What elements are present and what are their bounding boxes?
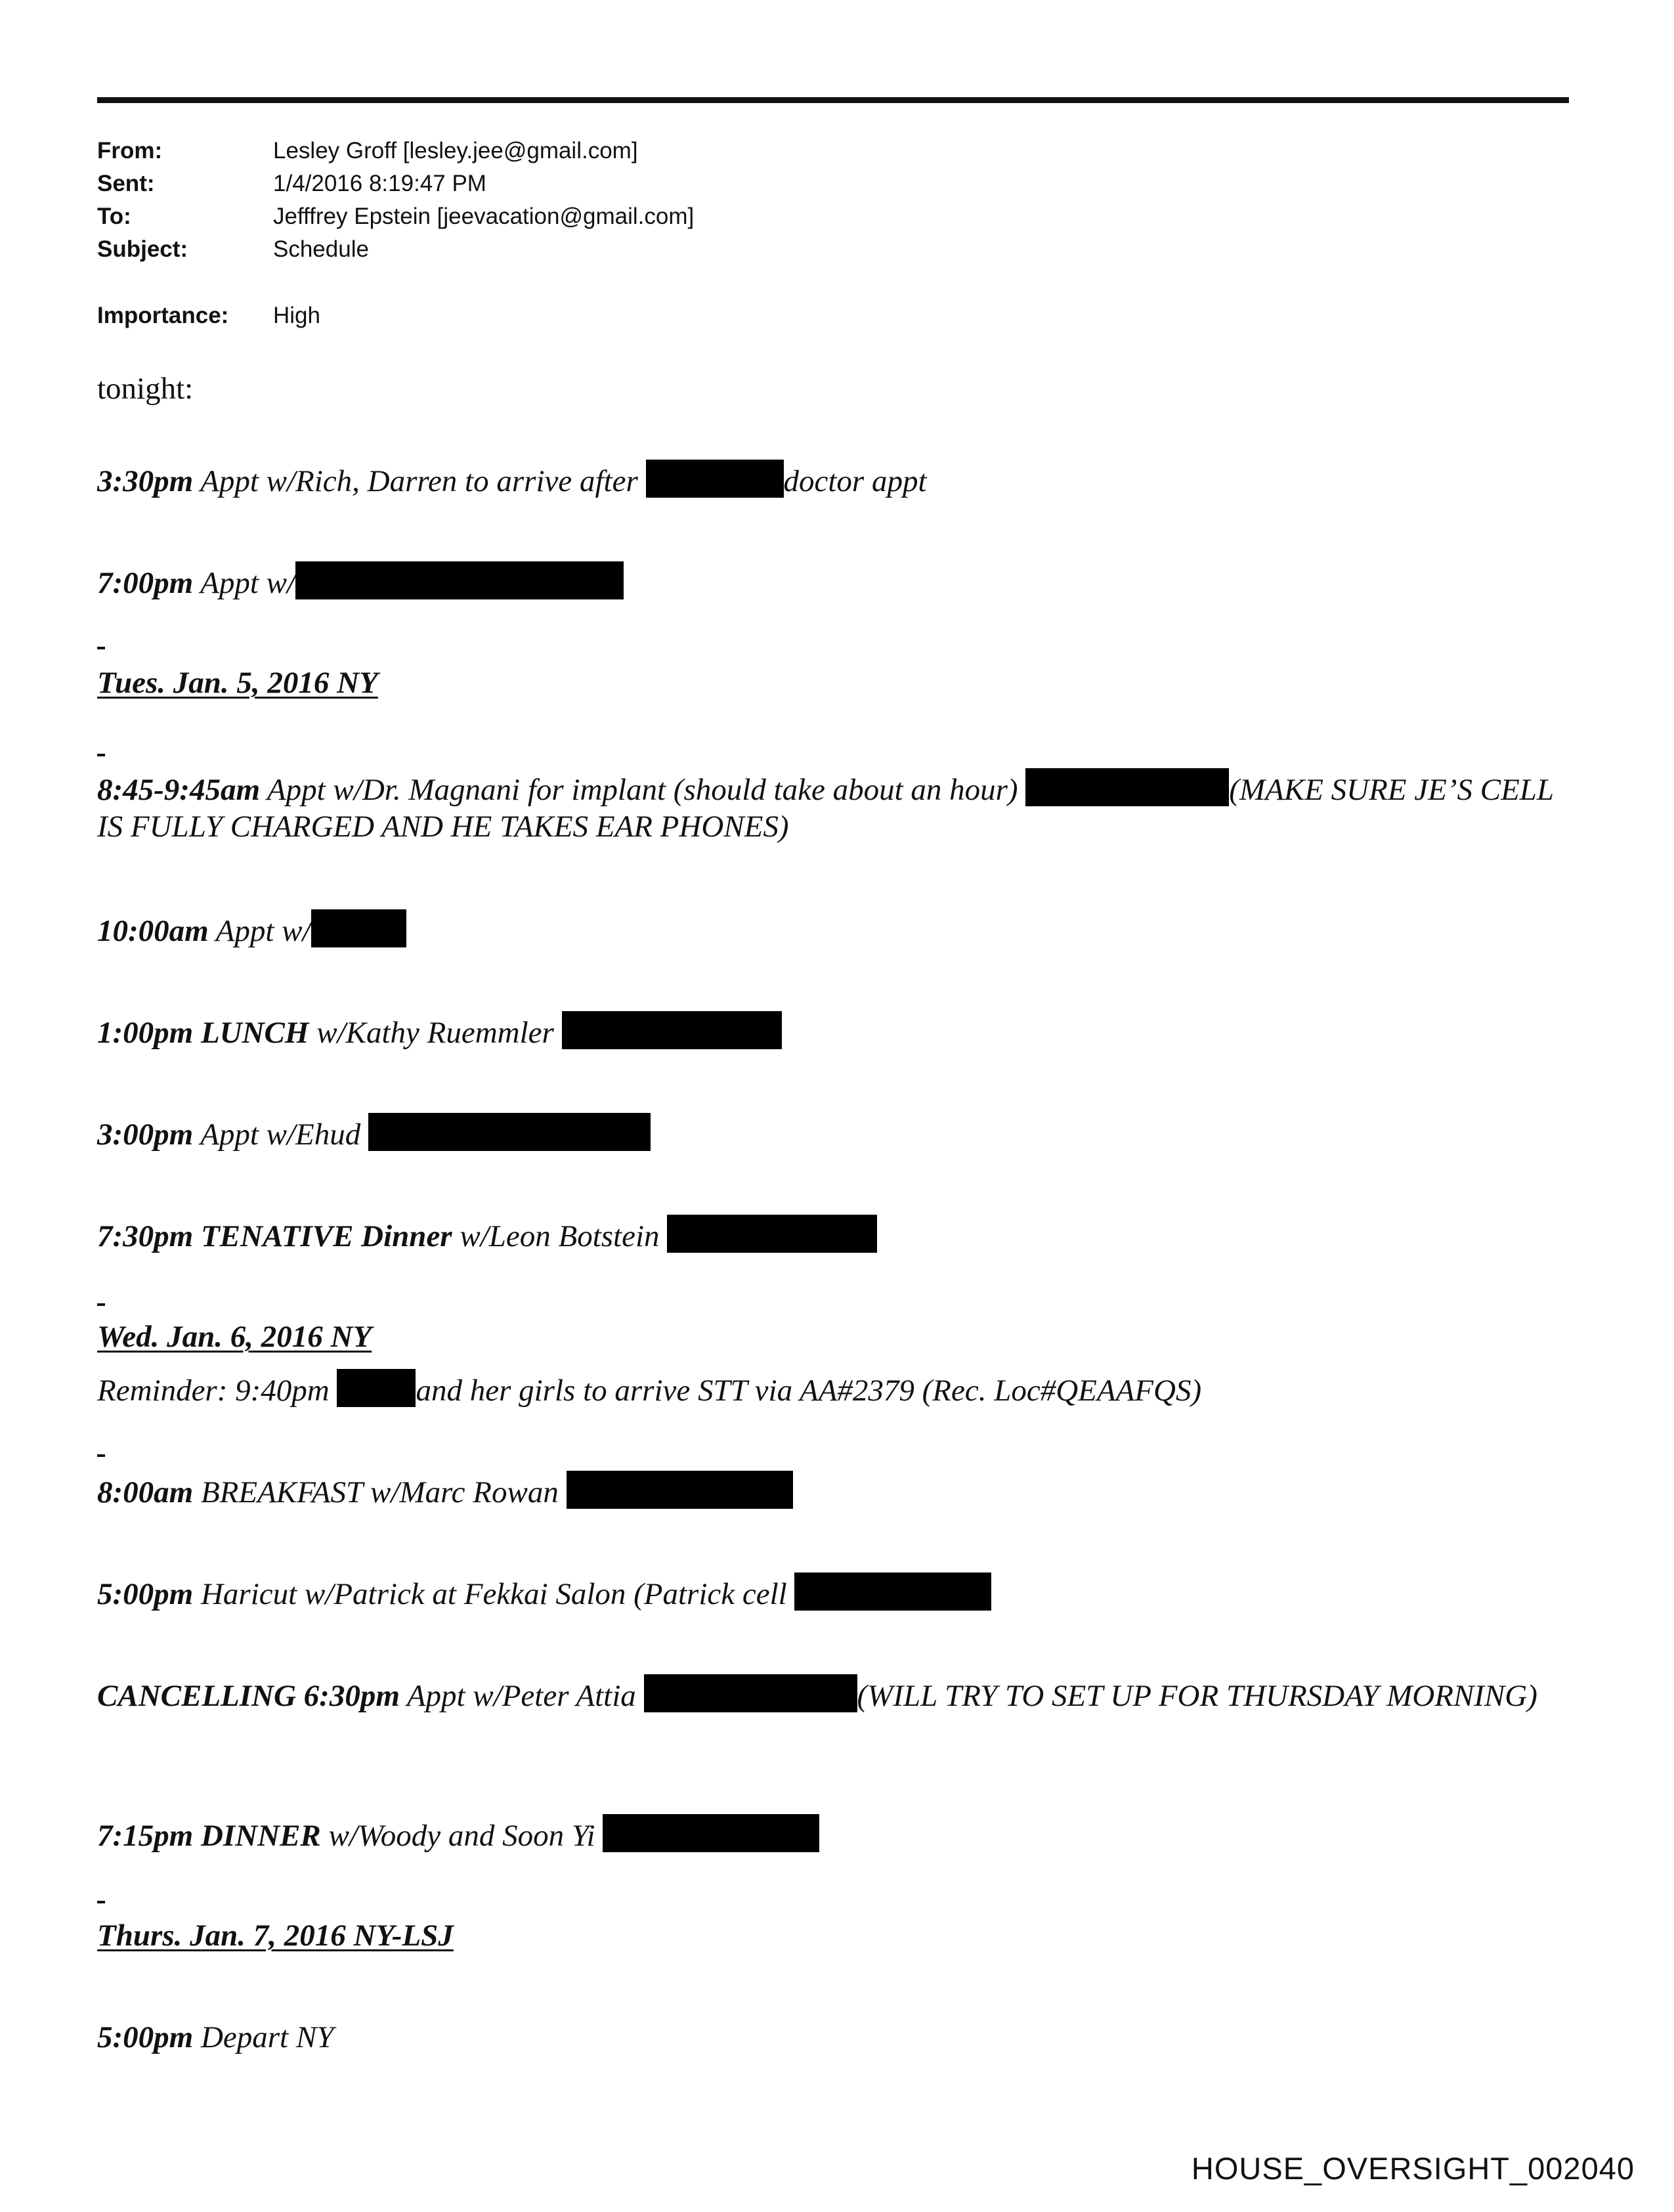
event-5-00pm-depart: 5:00pm Depart NY xyxy=(97,2020,334,2054)
separator-dash xyxy=(97,1303,105,1306)
event-cancelling-6-30pm: CANCELLING 6:30pm Appt w/Peter Attia (WILL TRY TO SET UP FOR THURSDAY MORNING) xyxy=(97,1674,1574,1714)
day-heading: Tues. Jan. 5, 2016 NY xyxy=(97,666,378,700)
importance-value: High xyxy=(273,303,320,328)
redaction xyxy=(368,1113,651,1151)
redaction xyxy=(567,1471,793,1509)
bates-number: HOUSE_OVERSIGHT_002040 xyxy=(1191,2151,1635,2186)
from-label: From: xyxy=(97,138,163,163)
sent-label: Sent: xyxy=(97,171,155,196)
redaction xyxy=(311,909,406,947)
importance-label: Importance: xyxy=(97,303,229,328)
separator-dash xyxy=(97,1454,105,1457)
event-1-00pm: 1:00pm LUNCH w/Kathy Ruemmler xyxy=(97,1011,782,1051)
to-label: To: xyxy=(97,204,131,229)
event-7-30pm: 7:30pm TENATIVE Dinner w/Leon Botstein xyxy=(97,1215,877,1255)
event-10-00am: 10:00am Appt w/ xyxy=(97,909,406,949)
separator-dash xyxy=(97,754,105,756)
event-5-00pm-haircut: 5:00pm Haricut w/Patrick at Fekkai Salon (Patrick cell xyxy=(97,1572,991,1613)
redaction xyxy=(295,561,624,599)
redaction xyxy=(603,1814,819,1852)
redaction xyxy=(794,1572,991,1611)
subject-value: Schedule xyxy=(273,236,369,262)
redaction xyxy=(667,1215,877,1253)
redaction xyxy=(337,1369,416,1407)
subject-label: Subject: xyxy=(97,236,188,262)
intro-text: tonight: xyxy=(97,372,194,406)
event-8-00am: 8:00am BREAKFAST w/Marc Rowan xyxy=(97,1471,793,1511)
separator-dash xyxy=(97,647,105,649)
separator-dash xyxy=(97,1901,105,1903)
header-rule xyxy=(97,97,1569,103)
from-value: Lesley Groff [lesley.jee@gmail.com] xyxy=(273,138,638,163)
event-3-30pm: 3:30pm Appt w/Rich, Darren to arrive after doctor appt xyxy=(97,460,927,500)
redaction xyxy=(644,1674,857,1712)
event-3-00pm: 3:00pm Appt w/Ehud xyxy=(97,1113,651,1153)
reminder-line: Reminder: 9:40pm and her girls to arrive STT via AA#2379 (Rec. Loc#QEAAFQS) xyxy=(97,1369,1201,1409)
redaction xyxy=(646,460,784,498)
sent-value: 1/4/2016 8:19:47 PM xyxy=(273,171,486,196)
event-7-00pm: 7:00pm Appt w/ xyxy=(97,561,624,601)
day-heading: Wed. Jan. 6, 2016 NY xyxy=(97,1320,372,1354)
event-7-15pm: 7:15pm DINNER w/Woody and Soon Yi xyxy=(97,1814,819,1854)
redaction xyxy=(1025,768,1229,806)
to-value: Jefffrey Epstein [jeevacation@gmail.com] xyxy=(273,204,695,229)
redaction xyxy=(562,1011,782,1049)
event-8-45am: 8:45-9:45am Appt w/Dr. Magnani for implant (should take about an hour) (MAKE SURE JE’S CELL IS FULLY CHARGED AND HE TAKES EAR PHONES) xyxy=(97,768,1574,845)
day-heading: Thurs. Jan. 7, 2016 NY-LSJ xyxy=(97,1919,454,1953)
